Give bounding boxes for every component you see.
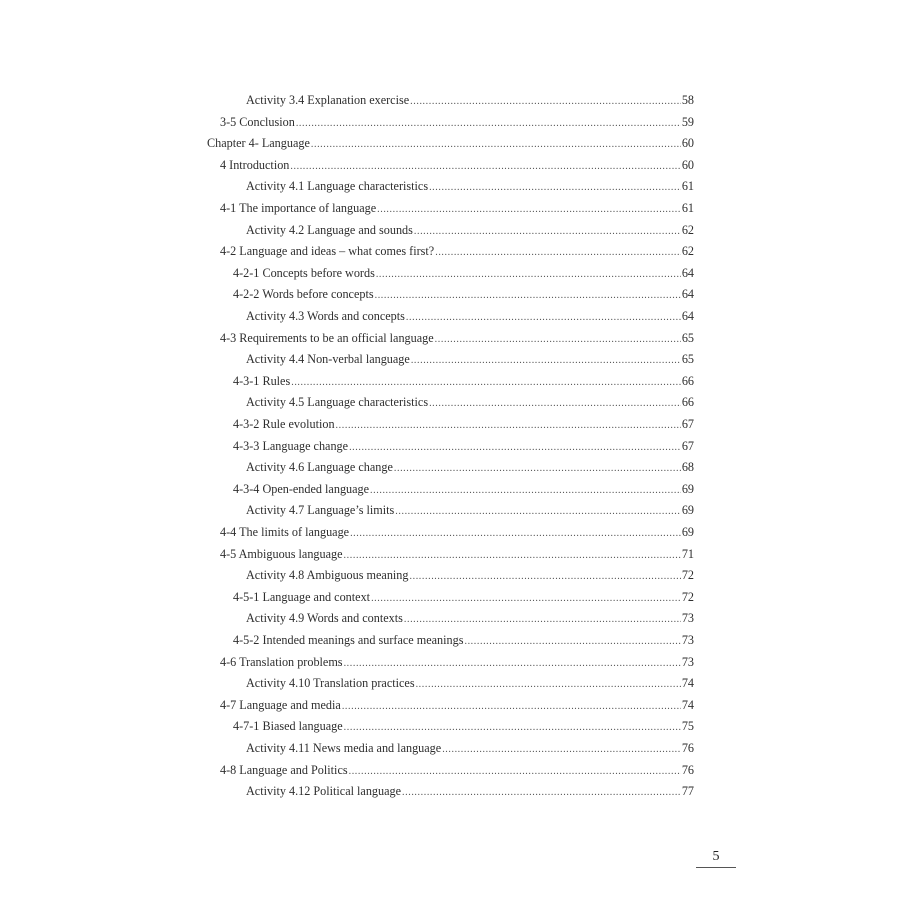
toc-entry-title: 4-3-3 Language change xyxy=(233,438,349,453)
toc-entry-page: 72 xyxy=(681,568,694,583)
dot-leader xyxy=(464,632,680,652)
toc-entry[interactable] xyxy=(220,544,694,564)
toc-entry[interactable] xyxy=(246,392,694,412)
toc-entry[interactable] xyxy=(246,349,694,369)
toc-entry-title: 4-3-1 Rules xyxy=(233,373,291,388)
page-number: 5 xyxy=(712,849,720,864)
toc-entry[interactable] xyxy=(220,652,694,672)
toc-entry-page: 77 xyxy=(681,784,694,799)
toc-entry-page: 61 xyxy=(681,179,694,194)
toc-entry-page: 60 xyxy=(681,157,694,172)
dot-leader xyxy=(377,200,681,220)
dot-leader xyxy=(435,243,681,263)
dot-leader xyxy=(376,265,681,285)
toc-entry-title: Activity 4.5 Language characteristics xyxy=(246,395,429,410)
toc-entry-title: Chapter 4- Language xyxy=(207,136,310,151)
toc-entry-page: 58 xyxy=(681,93,694,107)
toc-entry[interactable] xyxy=(220,198,694,218)
toc-entry-title: Activity 4.10 Translation practices xyxy=(246,676,415,691)
dot-leader xyxy=(429,178,681,198)
toc-entry-title: Activity 4.12 Political language xyxy=(246,784,402,799)
toc-entry-title: Activity 4.3 Words and concepts xyxy=(246,309,405,323)
dot-leader xyxy=(410,92,681,112)
dot-leader xyxy=(404,610,681,630)
toc-entry[interactable] xyxy=(233,587,694,607)
dot-leader xyxy=(416,675,681,695)
toc-entry[interactable] xyxy=(220,522,694,542)
toc-entry[interactable] xyxy=(220,241,694,261)
toc-entry-title: 4-3 Requirements to be an official language xyxy=(220,330,434,345)
dot-leader xyxy=(402,783,681,803)
dot-leader xyxy=(344,718,681,738)
toc-entry-page: 64 xyxy=(681,309,694,323)
dot-leader xyxy=(410,567,681,587)
toc-entry[interactable] xyxy=(246,781,694,801)
dot-leader xyxy=(435,330,681,350)
dot-leader xyxy=(336,416,681,436)
dot-leader xyxy=(370,481,681,501)
toc-entry[interactable] xyxy=(246,220,694,240)
dot-leader xyxy=(414,222,681,242)
toc-entry-page: 73 xyxy=(681,611,694,626)
dot-leader xyxy=(395,502,681,522)
toc-entry-page: 73 xyxy=(681,654,694,669)
toc-entry-page: 72 xyxy=(681,589,694,604)
page-number-rule xyxy=(696,867,736,868)
toc-entry-page: 73 xyxy=(681,633,694,647)
toc-entry-page: 65 xyxy=(681,330,694,345)
toc-entry-title: Activity 4.2 Language and sounds xyxy=(246,222,413,237)
toc-entry-page: 75 xyxy=(681,719,694,734)
dot-leader xyxy=(344,546,681,566)
toc-entry[interactable] xyxy=(207,133,694,153)
toc-entry-title: Activity 4.4 Non-verbal language xyxy=(246,352,410,367)
toc-entry-page: 60 xyxy=(681,136,694,151)
toc-entry-title: 3-5 Conclusion xyxy=(220,114,295,129)
toc-entry[interactable] xyxy=(246,306,694,326)
dot-leader xyxy=(411,351,681,371)
dot-leader xyxy=(371,589,681,609)
toc-entry[interactable] xyxy=(220,695,694,715)
dot-leader xyxy=(394,459,681,479)
toc-entry-title: 4-2 Language and ideas – what comes first? xyxy=(220,244,435,259)
toc-entry-page: 67 xyxy=(681,417,694,431)
dot-leader xyxy=(349,762,681,782)
toc-entry-page: 69 xyxy=(681,503,694,518)
toc-entry-page: 65 xyxy=(681,352,694,367)
toc-entry-page: 61 xyxy=(681,201,694,215)
toc-entry-title: Activity 4.1 Language characteristics xyxy=(246,179,429,194)
toc-entry[interactable] xyxy=(233,716,694,736)
dot-leader xyxy=(296,114,681,134)
toc-entry-title: Activity 4.9 Words and contexts xyxy=(246,611,403,626)
toc-entry[interactable] xyxy=(233,371,694,391)
dot-leader xyxy=(442,740,681,760)
toc-entry[interactable] xyxy=(246,565,694,585)
toc-entry[interactable] xyxy=(233,414,694,434)
dot-leader xyxy=(290,157,680,177)
toc-entry-title: 4-3-4 Open-ended language xyxy=(233,481,370,496)
toc-entry[interactable] xyxy=(220,328,694,348)
toc-entry[interactable] xyxy=(246,457,694,477)
toc-entry-page: 71 xyxy=(681,546,694,561)
dot-leader xyxy=(311,135,681,155)
toc-entry[interactable] xyxy=(246,738,694,758)
toc-entry[interactable] xyxy=(220,760,694,780)
toc-entry-page: 62 xyxy=(681,244,694,259)
toc-entry[interactable] xyxy=(233,436,694,456)
toc-entry[interactable] xyxy=(233,479,694,499)
toc-entry[interactable] xyxy=(233,630,694,650)
toc-entry[interactable] xyxy=(246,608,694,628)
toc-entry[interactable] xyxy=(246,500,694,520)
dot-leader xyxy=(291,373,681,393)
toc-entry-page: 74 xyxy=(681,676,694,691)
toc-entry-page: 67 xyxy=(681,438,694,453)
toc-entry[interactable] xyxy=(233,263,694,283)
toc-entry-title: 4-7 Language and media xyxy=(220,697,341,712)
toc-entry-title: 4-5 Ambiguous language xyxy=(220,546,343,561)
dot-leader xyxy=(349,438,681,458)
dot-leader xyxy=(342,697,681,717)
toc-entry-page: 59 xyxy=(681,114,694,129)
toc-entry-title: 4-2-1 Concepts before words xyxy=(233,265,375,280)
toc-entry-page: 76 xyxy=(681,762,694,777)
dot-leader xyxy=(429,394,681,414)
dot-leader xyxy=(344,654,681,674)
toc-entry-title: Activity 3.4 Explanation exercise xyxy=(246,93,410,107)
toc-entry[interactable] xyxy=(246,176,694,196)
toc-entry-page: 64 xyxy=(681,287,694,302)
toc-entry-title: 4-6 Translation problems xyxy=(220,654,343,669)
toc-entry[interactable] xyxy=(233,284,694,304)
toc-entry-title: Activity 4.11 News media and language xyxy=(246,741,442,755)
toc-entry[interactable] xyxy=(246,90,694,110)
toc-entry-page: 76 xyxy=(681,741,694,755)
toc-entry-page: 66 xyxy=(681,373,694,388)
toc-entry-title: 4-7-1 Biased language xyxy=(233,719,343,734)
toc-entry-title: 4-8 Language and Politics xyxy=(220,762,348,777)
toc-entry-page: 74 xyxy=(681,697,694,712)
toc-entry-title: 4-4 The limits of language xyxy=(220,525,350,539)
toc-entry-page: 69 xyxy=(681,525,694,539)
toc-entry-title: 4-5-2 Intended meanings and surface meanings xyxy=(233,633,464,647)
toc-entry-title: Activity 4.7 Language’s limits xyxy=(246,503,395,518)
toc-entry-title: 4-5-1 Language and context xyxy=(233,589,371,604)
toc-entry-title: Activity 4.6 Language change xyxy=(246,460,393,475)
toc-entry-page: 69 xyxy=(681,481,694,496)
dot-leader xyxy=(375,286,681,306)
toc-entry-page: 66 xyxy=(681,395,694,410)
toc-entry[interactable] xyxy=(220,155,694,175)
toc-entry-page: 62 xyxy=(681,222,694,237)
toc-entry-title: 4-1 The importance of language xyxy=(220,201,377,215)
dot-leader xyxy=(406,308,681,328)
toc-entry-page: 64 xyxy=(681,265,694,280)
toc-entry-title: 4-3-2 Rule evolution xyxy=(233,417,335,431)
toc-entry-title: Activity 4.8 Ambiguous meaning xyxy=(246,568,409,583)
dot-leader xyxy=(350,524,681,544)
toc-entry[interactable] xyxy=(246,673,694,693)
toc-entry[interactable] xyxy=(220,112,694,132)
toc-entry-title: 4 Introduction xyxy=(220,157,290,172)
toc-entry-title: 4-2-2 Words before concepts xyxy=(233,287,374,302)
toc-entry-page: 68 xyxy=(681,460,694,475)
